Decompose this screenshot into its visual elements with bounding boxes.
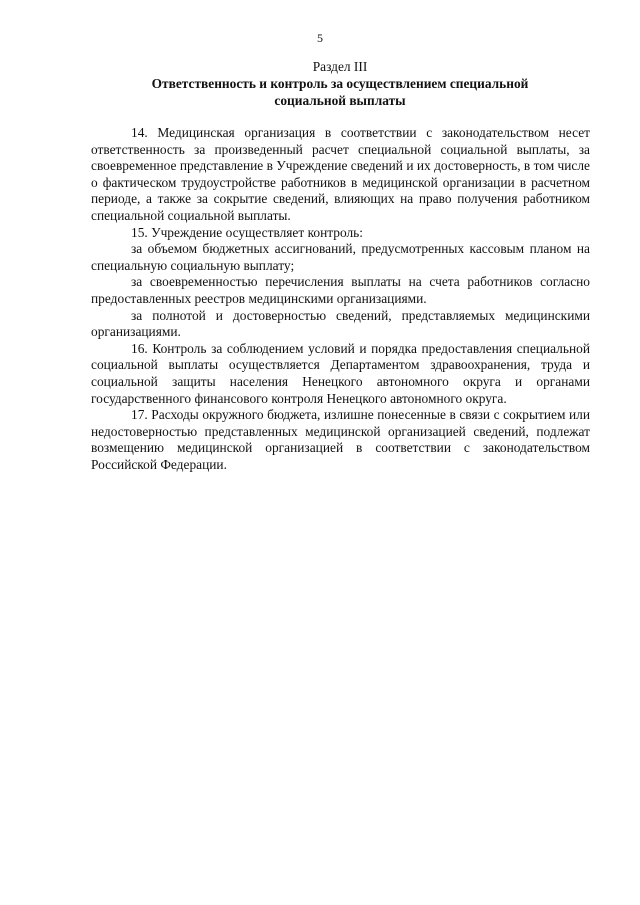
paragraph-15-item-timeliness: за своевременностью перечисления выплаты на счета работников согласно предоставленных реестров медицинскими организациями.: [91, 274, 590, 306]
section-title: Ответственность и контроль за осуществлением специальной социальной выплаты: [151, 76, 529, 108]
paragraph-15-item-completeness: за полнотой и достоверностью сведений, представляемых медицинскими организациями.: [91, 307, 590, 340]
page-number: 5: [317, 31, 323, 45]
paragraph-16: 16. Контроль за соблюдением условий и порядка предоставления специальной социальной выплаты осуществляется Департаментом здравоохранения, труда и социальной защиты населения Ненецкого автономного округа и органами государственного финансового контроля Ненецкого автономного округа.: [91, 340, 590, 406]
section-heading: [80, 58, 600, 109]
paragraph-14: 14. Медицинская организация в соответствии с законодательством несет ответственность за произведенный расчет специальной социальной выплаты, за своевременное представление в Учреждение сведений и их достоверность, в том числе о фактическом трудоустройстве работников в медицинской организации в расчетном периоде, а также за сокрытие сведений, влияющих на право получения работником специальной социальной выплаты.: [91, 125, 590, 223]
section-label: Раздел III: [312, 59, 368, 74]
paragraph-15-item-budget: за объемом бюджетных ассигнований, предусмотренных кассовым планом на специальную социальную выплату;: [91, 241, 590, 273]
document-body: [91, 125, 590, 473]
paragraph-17: 17. Расходы окружного бюджета, излишне понесенные в связи с сокрытием или недостоверностью представленных медицинской организацией сведений, подлежат возмещению медицинской организацией в соответствии с законодательством Российской Федерации.: [91, 407, 590, 472]
paragraph-15: 15. Учреждение осуществляет контроль:: [131, 224, 364, 240]
